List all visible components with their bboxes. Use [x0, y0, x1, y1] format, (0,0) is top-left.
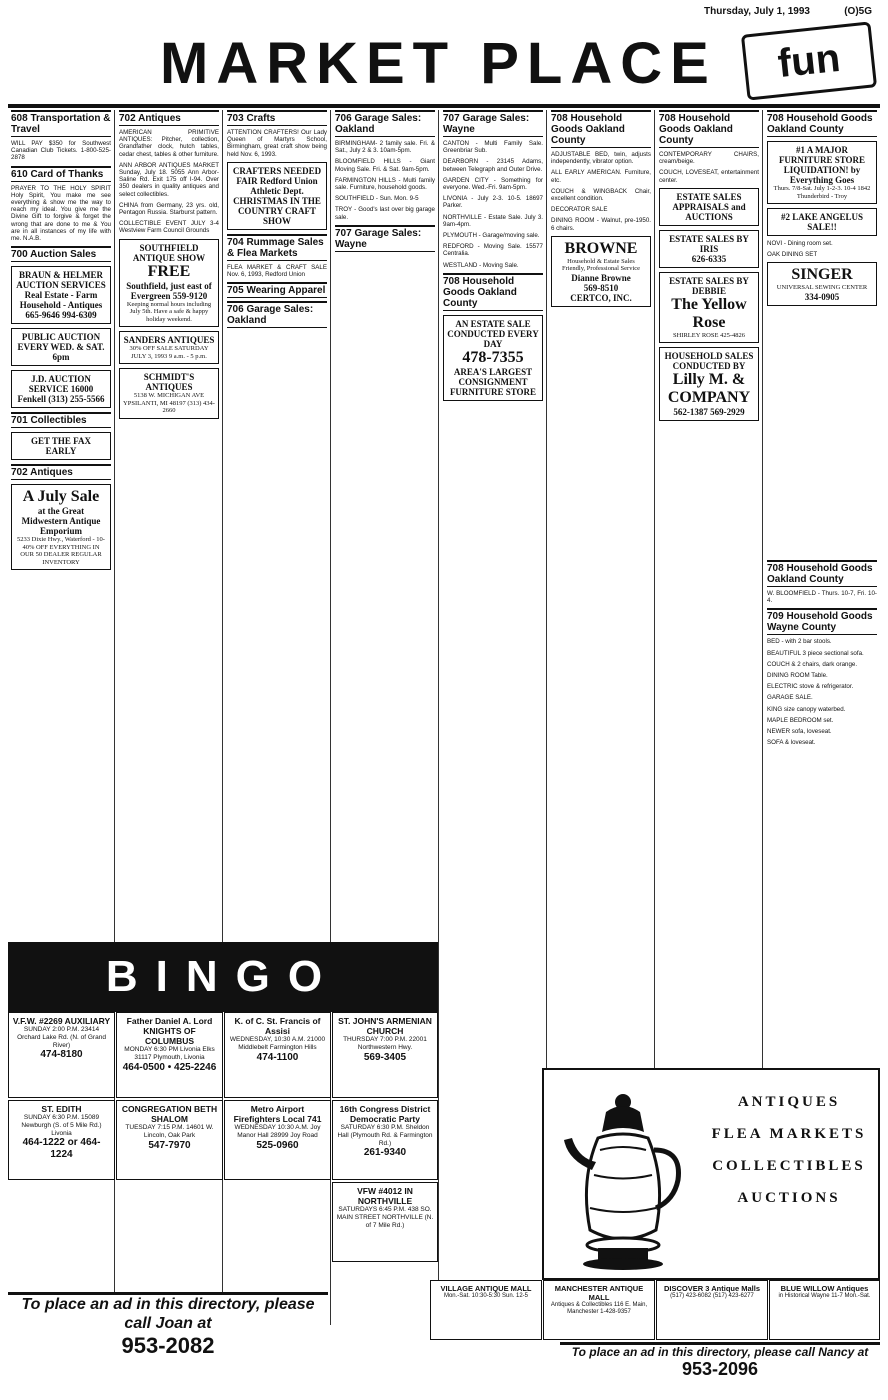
section-head: 704 Rummage Sales & Flea Markets: [227, 234, 327, 261]
bingo-listing: Metro Airport Firefighters Local 741 WEDNESDAY 10:30 A.M. Joy Manor Hall 28999 Joy Road 525-0960: [224, 1100, 331, 1180]
classified-ad: ELECTRIC stove & refrigerator.: [767, 683, 854, 691]
column-head: 708 Household Goods Oakland County: [659, 110, 759, 148]
classified-ad: MAPLE BEDROOM set.: [767, 716, 834, 724]
masthead-title: MARKET PLACE: [160, 31, 717, 96]
classified-ad: BIRMINGHAM- 2 family sale. Fri. & Sat., July 2 & 3. 10am-5pm.: [335, 140, 435, 155]
section-head: 610 Card of Thanks: [11, 166, 111, 182]
lower-ad: VILLAGE ANTIQUE MALL Mon.-Sat. 10:30-5:30 Sun. 12-5: [430, 1280, 542, 1340]
column-head: 707 Garage Sales: Wayne: [443, 110, 543, 137]
phone-number: 953-2096: [681, 1359, 759, 1379]
display-ad: PUBLIC AUCTION EVERY WED. & SAT. 6pm: [11, 328, 111, 366]
singer-ad: SINGER UNIVERSAL SEWING CENTER 334-0905: [767, 262, 877, 306]
lilly-ad: HOUSEHOLD SALES CONDUCTED BY Lilly M. & COMPANY 562-1387 569-2929: [659, 347, 759, 421]
section-head: 707 Garage Sales: Wayne: [335, 225, 435, 252]
classified-ad: KING size canopy waterbed.: [767, 705, 846, 713]
display-ad: GET THE FAX EARLY: [11, 432, 111, 460]
classified-ad: REDFORD - Moving Sale. 15577 Centralia.: [443, 243, 543, 258]
column-head: 702 Antiques: [119, 110, 219, 126]
classified-ad: CONTEMPORARY CHAIRS, cream/beige.: [659, 151, 759, 166]
column-head: 708 Household Goods Oakland County: [767, 560, 877, 587]
column-9: [764, 560, 880, 1060]
classified-ad: SOFA & loveseat.: [767, 739, 816, 747]
classified-ad: WILL PAY $350 for Southwest Canadian Club Tickets. 1-800-525-2878: [11, 140, 111, 162]
classified-ad: COUCH, LOVESEAT, entertainment center.: [659, 169, 759, 184]
yellow-rose-ad: ESTATE SALES BY DEBBIE The Yellow Rose SHIRLEY ROSE 425-4826: [659, 272, 759, 344]
fun-logo: fun: [741, 21, 877, 100]
bingo-listing: CONGREGATION BETH SHALOM TUESDAY 7:15 P.M. 14601 W. Lincoln, Oak Park 547-7970: [116, 1100, 223, 1180]
classified-ad: PRAYER TO THE HOLY SPIRIT Holy Spirit, You make me see everything & show me the way to reach my ideal. You give me the Divine Gift to forgive & forget the wrong that are done to me & You are in all instances of my life with me. N.A.B.: [11, 184, 111, 243]
page-header: [8, 4, 880, 20]
classified-ad: DECORATOR SALE: [551, 206, 608, 214]
classified-ad: NOVI - Dining room set.: [767, 240, 833, 247]
section-head: 709 Household Goods Wayne County: [767, 608, 877, 635]
bingo-listing: VFW #4012 IN NORTHVILLE SATURDAYS 6:45 P.M. 438 SO. MAIN STREET NORTHVILLE (N. of 7 Mile Rd.): [332, 1182, 438, 1262]
bingo-banner: [8, 942, 438, 1012]
display-ad: SOUTHFIELD ANTIQUE SHOW FREE Southfield, just east of Evergreen 559-9120 Keeping normal hours including July 5th. Have a safe & happy holiday weekend.: [119, 239, 219, 328]
column-head: 706 Garage Sales: Oakland: [335, 110, 435, 137]
lower-ad: BLUE WILLOW Antiques in Historical Wayne 11-7 Mon.-Sat.: [769, 1280, 880, 1340]
section-head: 708 Household Goods Oakland County: [443, 273, 543, 311]
classified-ad: ATTENTION CRAFTERS! Our Lady Queen of Martyrs School, Birmingham, great craft show being held Nov. 6, 1993.: [227, 129, 327, 158]
july-sale-ad: A July Sale at the Great Midwestern Antique Emporium 5233 Dixie Hwy., Waterford - 10-40% OFF EVERYTHING IN OUR 50 DEALER REGULAR INVENTORY: [11, 484, 111, 570]
classified-ad: NEWER sofa, loveseat.: [767, 728, 832, 736]
classified-ad: LIVONIA - July 2-3. 10-5. 18697 Parker.: [443, 195, 543, 210]
classified-ad: PLYMOUTH - Garage/moving sale.: [443, 232, 540, 240]
display-ad: CRAFTERS NEEDED FAIR Redford Union Athletic Dept. CHRISTMAS IN THE COUNTRY CRAFT SHOW: [227, 162, 327, 230]
section-head: 706 Garage Sales: Oakland: [227, 301, 327, 328]
classified-ad: COUCH & 2 chairs, dark orange.: [767, 660, 858, 668]
classified-ad: WESTLAND - Moving Sale.: [443, 261, 519, 269]
bingo-listing: ST. JOHN'S ARMENIAN CHURCH THURSDAY 7:00 P.M. 22001 Northwestern Hwy. 569-3405: [332, 1012, 438, 1098]
section-head: 700 Auction Sales: [11, 246, 111, 262]
column-head: 703 Crafts: [227, 110, 327, 126]
column-head: 708 Household Goods Oakland County: [551, 110, 651, 148]
lower-ad: MANCHESTER ANTIQUE MALL Antiques & Collectibles 116 E. Main, Manchester 1-428-9357: [543, 1280, 655, 1340]
bingo-listing: ST. EDITH SUNDAY 6:30 P.M. 15089 Newburgh (S. of 5 Mile Rd.) Livonia 464-1222 or 464-1224: [8, 1100, 115, 1180]
classified-ad: ALL EARLY AMERICAN. Furniture, etc.: [551, 169, 651, 184]
liquidation-ad: #1 A MAJOR FURNITURE STORE LIQUIDATION! by Everything Goes Thurs. 7/8-Sat. July 1-2-3. 10-4 1842 Thunderbird - Troy: [767, 141, 877, 204]
classified-ad: COUCH & WINGBACK Chair, excellent condition.: [551, 187, 651, 203]
display-ad: ESTATE SALES APPRAISALS and AUCTIONS: [659, 188, 759, 226]
display-ad: ESTATE SALES BY IRIS 626-6335: [659, 230, 759, 268]
section-head: 701 Collectibles: [11, 412, 111, 428]
classified-ad: SOUTHFIELD - Sun. Mon. 9-5: [335, 195, 419, 203]
bingo-title: BINGO: [10, 944, 436, 1010]
classified-ad: COLLECTIBLE EVENT JULY 3-4 Westview Farm Council Grounds: [119, 220, 219, 235]
classified-ad: FLEA MARKET & CRAFT SALE Nov. 6, 1993, Redford Union: [227, 263, 327, 279]
place-ad-nancy: To place an ad in this directory, please call Nancy at 953-2096: [560, 1342, 880, 1396]
antiques-banner: [542, 1068, 880, 1280]
bingo-listing: 16th Congress District Democratic Party SATURDAY 6:30 P.M. Sheldon Hall (Plymouth Rd. & Farmington Rd.) 261-9340: [332, 1100, 438, 1180]
display-ad: BRAUN & HELMER AUCTION SERVICES Real Estate - Farm Household - Antiques 665-9646 994-6309: [11, 266, 111, 324]
section-head: 702 Antiques: [11, 464, 111, 480]
masthead: [10, 22, 878, 102]
classified-ad: GARDEN CITY - Something for everyone. Wed.-Fri. 9am-5pm.: [443, 176, 543, 192]
sanders-antiques-ad: SANDERS ANTIQUES 30% OFF SALE SATURDAY JULY 3, 1993 9 a.m. - 5 p.m.: [119, 331, 219, 364]
page-number: (O)5G: [844, 6, 872, 17]
classified-ad: FARMINGTON HILLS - Multi family sale. Furniture, household goods.: [335, 176, 435, 192]
classified-ad: GARAGE SALE.: [767, 694, 813, 702]
classified-ad: W. BLOOMFIELD - Thurs. 10-7, Fri. 10-4.: [767, 590, 877, 605]
issue-date: Thursday, July 1, 1993: [704, 6, 810, 17]
display-ad: J.D. AUCTION SERVICE 16000 Fenkell (313) 255-5566: [11, 370, 111, 408]
bingo-listing: Father Daniel A. Lord KNIGHTS OF COLUMBUS MONDAY 6:30 PM Livonia Elks 31117 Plymouth, Livonia 464-0500 • 425-2246: [116, 1012, 223, 1098]
classified-ad: BLOOMFIELD HILLS - Giant Moving Sale. Fri. & Sat. 9am-5pm.: [335, 158, 435, 173]
classified-ad: TROY - Good's last over big garage sale.: [335, 206, 435, 221]
column-head: 708 Household Goods Oakland County: [767, 110, 877, 137]
classified-ad: DINING ROOM - Walnut, pre-1950. 6 chairs.: [551, 217, 651, 232]
place-ad-joan: To place an ad in this directory, please call Joan at 953-2082: [8, 1292, 328, 1394]
classified-ad: OAK DINING SET: [767, 251, 818, 259]
bingo-listing: K. of C. St. Francis of Assisi WEDNESDAY, 10:30 A.M. 21000 Middlebelt Farmington Hills 474-1100: [224, 1012, 331, 1098]
phone-number: 953-2082: [121, 1333, 215, 1358]
masthead-rule: [8, 104, 880, 108]
classified-ad: CANTON - Multi Family Sale. Greenbriar Sub.: [443, 140, 543, 155]
teapot-icon: [558, 1080, 688, 1275]
estate-sale-ad: AN ESTATE SALE CONDUCTED EVERY DAY 478-7355 AREA'S LARGEST CONSIGNMENT FURNITURE STORE: [443, 315, 543, 401]
classified-ad: BED - with 2 bar stools.: [767, 638, 832, 646]
lower-ad: DISCOVER 3 Antique Malls (517) 423-6082 (517) 423-6277: [656, 1280, 768, 1340]
classified-ad: AMERICAN PRIMITIVE ANTIQUES: Pitcher, collection, Grandfather clock, hutch tables, cedar chest, tables & other furniture.: [119, 129, 219, 158]
column-head: 608 Transportation & Travel: [11, 110, 111, 137]
classified-ad: ADJUSTABLE BED, twin, adjusts independently, vibrator option.: [551, 151, 651, 166]
classified-ad: NORTHVILLE - Estate Sale. July 3. 9am-4pm.: [443, 213, 543, 228]
classified-ad: DINING ROOM Table.: [767, 672, 828, 680]
classified-ad: CHINA from Germany, 23 yrs. old, Pentagon Russia. Starburst pattern.: [119, 201, 219, 217]
classified-ad: ANN ARBOR ANTIQUES MARKET Sunday, July 18. 5055 Ann Arbor-Saline Rd. Exit 175 off I-94. Over 350 dealers in quality antiques and select collectibles.: [119, 161, 219, 198]
bingo-listing: V.F.W. #2269 AUXILIARY SUNDAY 2:00 P.M. 23414 Orchard Lake Rd. (N. of Grand River) 474-8180: [8, 1012, 115, 1098]
lake-angelus-ad: #2 LAKE ANGELUS SALE!!: [767, 208, 877, 236]
schmidts-antiques-ad: SCHMIDT'S ANTIQUES 5138 W. MICHIGAN AVE YPSILANTI, MI 48197 (313) 434-2660: [119, 368, 219, 419]
classified-ad: BEAUTIFUL 3 piece sectional sofa.: [767, 649, 864, 657]
browne-ad: BROWNE Household & Estate Sales Friendly, Professional Service Dianne Browne 569-8510 CERTCO, INC.: [551, 236, 651, 307]
antiques-categories: ANTIQUES FLEA MARKETS COLLECTIBLES AUCTIONS: [711, 1094, 867, 1206]
section-head: 705 Wearing Apparel: [227, 282, 327, 298]
classified-ad: DEARBORN - 23145 Adams, between Telegraph and Outer Drive.: [443, 158, 543, 173]
